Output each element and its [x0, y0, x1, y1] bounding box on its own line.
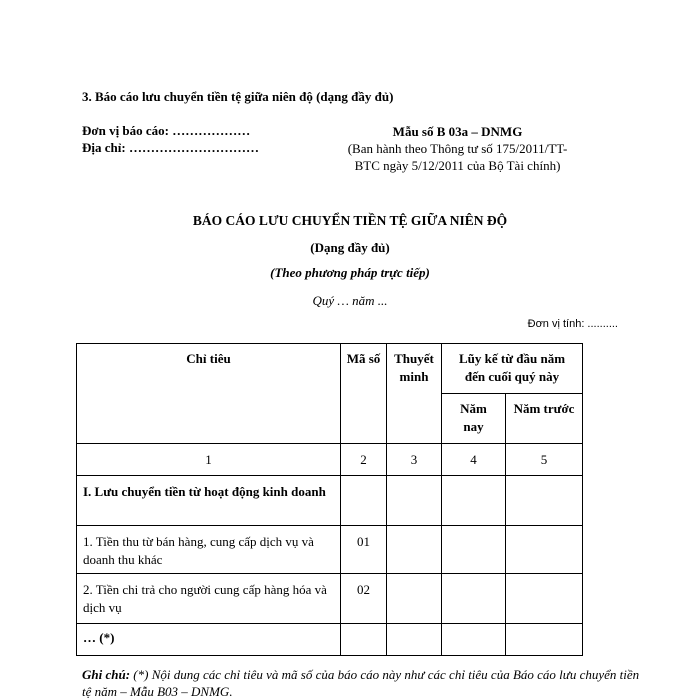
header-this-year: Năm nay: [442, 394, 506, 444]
table-row: [77, 574, 583, 624]
row-last-year: [506, 526, 583, 574]
column-number-row: [77, 444, 583, 476]
section-heading: 3. Báo cáo lưu chuyển tiền tệ giữa niên độ (dạng đầy đủ): [82, 89, 394, 104]
report-period: Quý … năm ...: [312, 293, 388, 308]
column-number: 4: [442, 444, 506, 476]
report-method: (Theo phương pháp trực tiếp): [270, 265, 430, 280]
column-number: 5: [506, 444, 583, 476]
row-this-year: [442, 526, 506, 574]
header-last-year: Năm trước: [506, 394, 583, 444]
table-row: [77, 476, 583, 526]
row-note: [387, 476, 442, 526]
header-cumulative: Lũy kế từ đầu năm đến cuối quý này: [442, 344, 583, 394]
footnote-text: (*) Nội dung các chỉ tiêu và mã số của báo cáo này như các chỉ tiêu của Báo cáo lưu chuyển tiền tệ năm – Mẫu B03 – DNMG.: [82, 667, 640, 699]
row-item: I. Lưu chuyển tiền từ hoạt động kinh doanh: [77, 476, 341, 526]
row-this-year: [442, 476, 506, 526]
table-row: [77, 526, 583, 574]
currency-unit: Đơn vị tính: ..........: [527, 318, 618, 330]
header-item: Chỉ tiêu: [77, 344, 341, 444]
row-last-year: [506, 574, 583, 624]
form-info: [325, 123, 590, 174]
row-this-year: [442, 574, 506, 624]
row-code: 01: [341, 526, 387, 574]
column-number: 1: [77, 444, 341, 476]
row-code: [341, 624, 387, 656]
column-number: 3: [387, 444, 442, 476]
column-number: 2: [341, 444, 387, 476]
row-note: [387, 526, 442, 574]
row-code: 02: [341, 574, 387, 624]
row-item: 2. Tiền chi trả cho người cung cấp hàng hóa và dịch vụ: [77, 574, 341, 624]
footnote-label: Ghi chú:: [82, 667, 131, 682]
form-note-line2: BTC ngày 5/12/2011 của Bộ Tài chính): [354, 158, 561, 173]
row-last-year: [506, 476, 583, 526]
report-form-type: (Dạng đầy đủ): [310, 240, 390, 255]
form-number: Mẫu số B 03a – DNMG: [392, 124, 523, 139]
row-note: [387, 624, 442, 656]
report-title: BÁO CÁO LƯU CHUYỂN TIỀN TỆ GIỮA NIÊN ĐỘ: [192, 213, 508, 228]
address: Địa chỉ: …………………………: [82, 140, 259, 155]
form-note-line1: (Ban hành theo Thông tư số 175/2011/TT-: [347, 141, 568, 156]
row-this-year: [442, 624, 506, 656]
header-code: Mã số: [341, 344, 387, 444]
row-item: … (*): [77, 624, 341, 656]
reporting-unit: Đơn vị báo cáo: ………………: [82, 123, 251, 138]
table-row: [77, 624, 583, 656]
row-code: [341, 476, 387, 526]
table-header-row: [77, 344, 583, 394]
cash-flow-table: [76, 343, 583, 656]
row-last-year: [506, 624, 583, 656]
row-item: 1. Tiền thu từ bán hàng, cung cấp dịch vụ và doanh thu khác: [77, 526, 341, 574]
footnote: [82, 666, 642, 700]
header-note: Thuyết minh: [387, 344, 442, 444]
row-note: [387, 574, 442, 624]
